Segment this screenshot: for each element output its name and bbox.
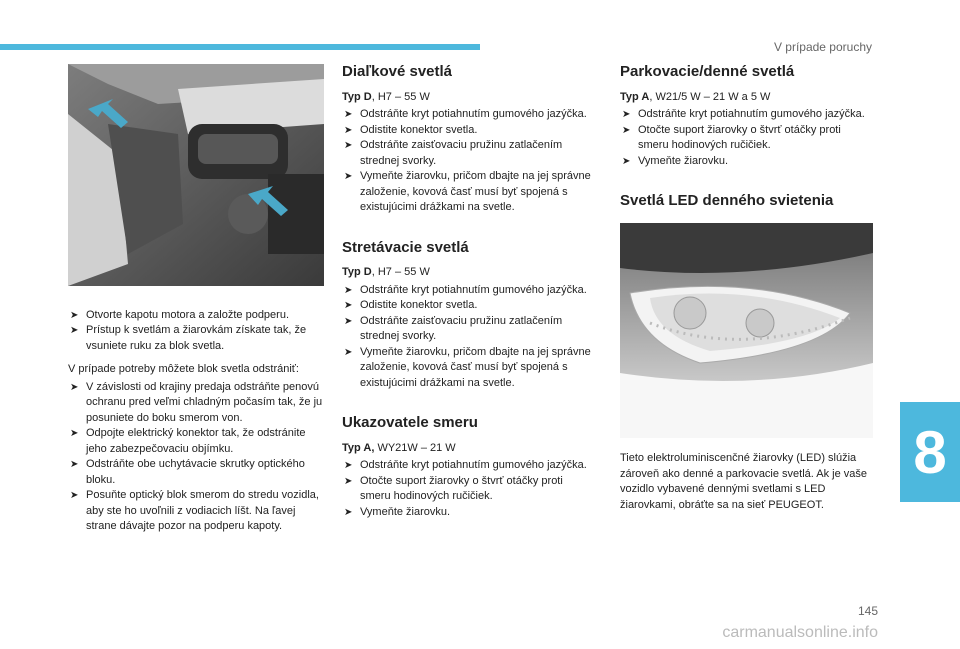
list-item: ➤ V závislosti od krajiny predaja odstráňte penovú ochranu pred veľmi chladným počasím tak, že ju posuniete do boku smerom von. <box>70 380 323 424</box>
section-title: V prípade poruchy <box>773 40 872 54</box>
engine-bay-photo <box>68 64 324 286</box>
middle-column <box>342 64 592 528</box>
arrow-bullet-icon: ➤ <box>344 506 353 518</box>
list-item: ➤ Vymeňte žiarovku, pričom dbajte na jej správne založenie, kovová časť musí byť spojená s existujúcimi drážkami na svetle. <box>344 170 591 213</box>
list-item: ➤ Prístup k svetlám a žiarovkám získate tak, že vsuniete ruku za blok svetla. <box>70 324 307 352</box>
arrow-bullet-icon: ➤ <box>622 124 631 136</box>
list-item: ➤ Odstráňte kryt potiahnutím gumového jazýčka. <box>342 458 592 474</box>
arrow-bullet-icon: ➤ <box>70 309 79 321</box>
header-accent-bar <box>0 44 480 50</box>
arrow-bullet-icon: ➤ <box>70 459 79 470</box>
list-item: ➤ Odstráňte obe uchytávacie skrutky optického bloku. <box>70 458 305 486</box>
list-item: ➤ Vymeňte žiarovku. <box>620 154 870 170</box>
indicators-type: Typ A, WY21W – 21 W <box>342 441 456 454</box>
removal-list <box>68 380 328 535</box>
arrow-bullet-icon: ➤ <box>344 315 353 327</box>
arrow-bullet-icon: ➤ <box>344 460 353 471</box>
indicators-heading: Ukazovatele smeru <box>342 414 478 431</box>
list-item: ➤ Odstráňte kryt potiahnutím gumového jazýčka. <box>620 107 870 123</box>
arrow-bullet-icon: ➤ <box>70 325 79 336</box>
arrow-bullet-icon: ➤ <box>344 140 353 151</box>
arrow-bullet-icon: ➤ <box>344 284 353 296</box>
low-beam-type: Typ D, H7 – 55 W <box>342 266 430 278</box>
list-item: ➤ Otvorte kapotu motora a založte podperu. <box>68 308 328 324</box>
list-item: ➤ Odpojte elektrický konektor tak, že odstránite jeho zabezpečovaciu objímku. <box>70 427 306 455</box>
parking-list <box>620 107 870 169</box>
parking-heading: Parkovacie/denné svetlá <box>620 63 795 80</box>
list-item: ➤ Odstráňte kryt potiahnutím gumového jazýčka. <box>342 283 592 299</box>
arrow-bullet-icon: ➤ <box>70 381 79 393</box>
removal-intro: V prípade potreby môžete blok svetla odstrániť: <box>68 363 299 375</box>
intro-list <box>68 308 328 355</box>
list-item: ➤ Odstráňte zaisťovaciu pružinu zatlačením strednej svorky. <box>344 314 563 342</box>
low-beam-list <box>342 283 592 392</box>
led-heading: Svetlá LED denného svietenia <box>620 192 834 209</box>
arrow-bullet-icon: ➤ <box>344 300 353 311</box>
left-column <box>68 64 328 543</box>
arrow-bullet-icon: ➤ <box>344 109 353 120</box>
high-beam-type: Typ D, H7 – 55 W <box>342 90 430 103</box>
led-description: Tieto elektroluminiscenčné žiarovky (LED) slúžia zároveň ako denné a parkovacie svetlá. Ak je vaše vozidlo vybavené dennými svetlami s LED žiarovkami, obráťte sa na sieť PEUGEOT. <box>620 452 868 511</box>
arrow-bullet-icon: ➤ <box>70 428 79 439</box>
list-item: ➤ Odistite konektor svetla. <box>342 298 592 314</box>
list-item: ➤ Odistite konektor svetla. <box>342 123 592 139</box>
chapter-tab <box>900 402 960 502</box>
chapter-number: 8 <box>913 418 947 486</box>
list-item: ➤ Odstráňte zaisťovaciu pružinu zatlačením strednej svorky. <box>344 139 563 167</box>
high-beam-list <box>342 107 592 216</box>
list-item: ➤ Otočte suport žiarovky o štvrť otáčky proti smeru hodinových ručičiek. <box>622 123 841 151</box>
list-item: ➤ Vymeňte žiarovku. <box>342 505 592 521</box>
page-number: 145 <box>857 604 878 618</box>
low-beam-heading: Stretávacie svetlá <box>342 238 469 256</box>
watermark: carmanualsonline.info <box>722 624 878 641</box>
list-item: ➤ Odstráňte kryt potiahnutím gumového jazýčka. <box>342 107 592 123</box>
arrow-bullet-icon: ➤ <box>344 475 353 487</box>
right-column <box>620 64 870 515</box>
arrow-bullet-icon: ➤ <box>344 171 353 182</box>
list-item: ➤ Posuňte optický blok smerom do stredu vozidla, aby ste ho uvoľnili z vodiacich líšt. Na ľavej strane dávajte pozor na podperu kapoty. <box>70 489 319 532</box>
arrow-bullet-icon: ➤ <box>622 109 631 120</box>
arrow-bullet-icon: ➤ <box>344 124 353 136</box>
led-headlight-photo <box>620 223 873 438</box>
parking-type: Typ A, W21/5 W – 21 W a 5 W <box>620 90 771 103</box>
list-item: ➤ Otočte suport žiarovky o štvrť otáčky proti smeru hodinových ručičiek. <box>344 474 563 502</box>
arrow-bullet-icon: ➤ <box>70 490 79 501</box>
arrow-bullet-icon: ➤ <box>622 155 631 167</box>
high-beam-heading: Diaľkové svetlá <box>342 63 453 80</box>
list-item: ➤ Vymeňte žiarovku, pričom dbajte na jej správne založenie, kovová časť musí byť spojená s existujúcimi drážkami na svetle. <box>344 345 591 389</box>
indicators-list <box>342 458 592 520</box>
arrow-bullet-icon: ➤ <box>344 346 353 358</box>
